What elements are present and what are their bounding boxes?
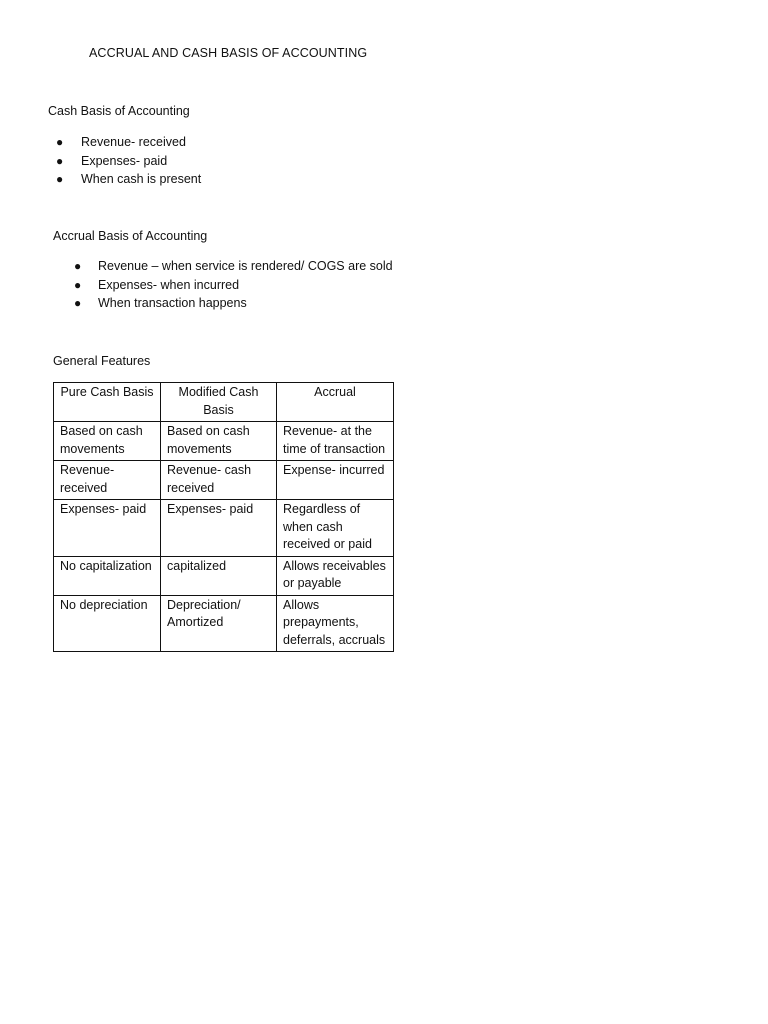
list-item-text: Expenses- paid xyxy=(81,153,168,168)
table-cell: Revenue- received xyxy=(54,461,161,500)
table-cell: Allows prepayments, deferrals, accruals xyxy=(277,595,394,652)
table-cell: Revenue- at the time of transaction xyxy=(277,422,394,461)
table-row xyxy=(54,422,394,461)
table-cell: Regardless of when cash received or paid xyxy=(277,500,394,557)
general-features-heading: General Features xyxy=(53,354,151,368)
list-item xyxy=(74,276,393,295)
bullet-icon: ● xyxy=(56,153,64,168)
table-cell: Expenses- paid xyxy=(161,500,277,557)
table-row xyxy=(54,595,394,652)
table-row xyxy=(54,556,394,595)
list-item xyxy=(56,170,202,189)
accrual-basis-list xyxy=(74,257,393,313)
table-cell: Expenses- paid xyxy=(54,500,161,557)
list-item-text: Revenue- received xyxy=(81,135,186,149)
list-item xyxy=(74,257,393,276)
table-cell: No depreciation xyxy=(54,595,161,652)
features-table xyxy=(53,382,394,652)
table-cell: Based on cash movements xyxy=(161,422,277,461)
table-header-row xyxy=(54,383,394,422)
table-cell: No capitalization xyxy=(54,556,161,595)
bullet-icon: ● xyxy=(74,296,82,311)
column-header: Accrual xyxy=(277,383,394,422)
table-row xyxy=(54,500,394,557)
table-cell: capitalized xyxy=(161,556,277,595)
list-item-text: Revenue – when service is rendered/ COGS are sold xyxy=(98,259,393,273)
column-header: Modified Cash Basis xyxy=(161,383,277,422)
list-item-text: When cash is present xyxy=(81,172,202,187)
table-cell: Based on cash movements xyxy=(54,422,161,461)
list-item xyxy=(56,133,201,152)
list-item-text: Expenses- when incurred xyxy=(98,277,240,292)
table-cell: Allows receivables or payable xyxy=(277,556,394,595)
table-cell: Depreciation/ Amortized xyxy=(161,595,277,652)
bullet-icon: ● xyxy=(56,135,64,149)
column-header: Pure Cash Basis xyxy=(54,383,161,422)
cash-basis-heading: Cash Basis of Accounting xyxy=(48,104,190,118)
cash-basis-list xyxy=(56,133,202,189)
bullet-icon: ● xyxy=(74,259,82,273)
table-cell: Expense- incurred xyxy=(277,461,394,500)
list-item xyxy=(74,294,393,313)
document-title: ACCRUAL AND CASH BASIS OF ACCOUNTING xyxy=(89,46,368,60)
table-row xyxy=(54,461,394,500)
accrual-basis-heading: Accrual Basis of Accounting xyxy=(53,229,208,243)
list-item xyxy=(56,152,201,171)
bullet-icon: ● xyxy=(56,172,64,187)
bullet-icon: ● xyxy=(74,277,82,292)
table-cell: Revenue- cash received xyxy=(161,461,277,500)
list-item-text: When transaction happens xyxy=(98,296,247,311)
